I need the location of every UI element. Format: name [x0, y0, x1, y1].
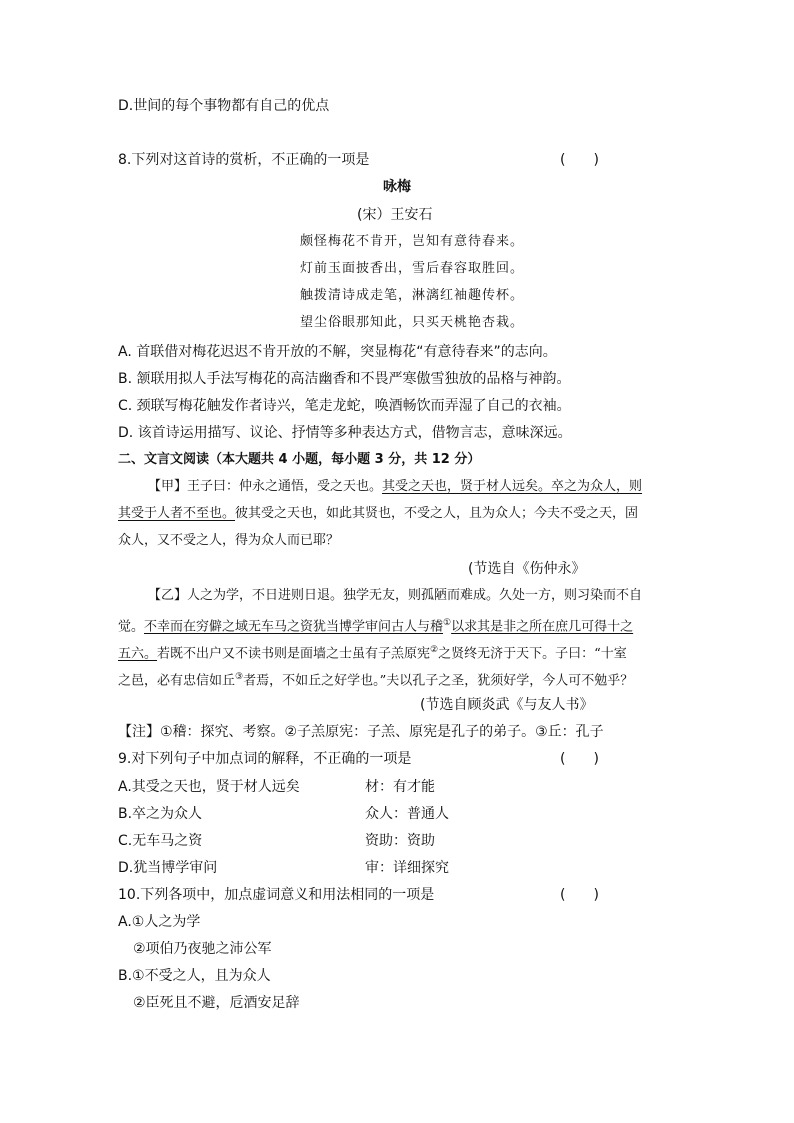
q9-option-d-gloss: 审：详细探究	[365, 860, 449, 876]
q9-option-b-gloss: 众人：普通人	[365, 806, 449, 822]
poem-line: 灯前玉面披香出，雪后春容取胜回。	[300, 261, 525, 276]
jia-line-2: 其受于人者不至也。彼其受之天也，如此其贤也，不受之人，且为众人；今夫不受之天，固	[118, 506, 639, 521]
q8-option-c: C. 颈联写梅花触发作者诗兴，笔走龙蛇，唤酒畅饮而弄湿了自己的衣袖。	[118, 398, 571, 414]
q10-stem: 10.下列各项中，加点虚词意义和用法相同的一项是	[118, 887, 435, 903]
jia-line-1: 【甲】王子曰：仲永之通悟，受之天也。其受之天也，贤于材人远矣。卒之为众人，则	[148, 479, 643, 494]
jia-label: 【甲】	[148, 479, 188, 494]
q8-answer-paren: ( )	[560, 152, 599, 168]
q9-answer-paren: ( )	[560, 751, 599, 767]
q8-option-b: B. 颔联用拟人手法写梅花的高洁幽香和不畏严寒傲雪独放的品格与神韵。	[118, 371, 571, 387]
q8-option-a: A. 首联借对梅花迟迟不肯开放的不解，突显梅花“有意待春来”的志向。	[118, 344, 557, 360]
poem-title: 咏梅	[383, 179, 411, 195]
jia-line-3: 众人，又不受之人，得为众人而已耶？	[118, 533, 340, 548]
yi-line-1: 【乙】人之为学，不日进则日退。独学无友，则孤陋而难成。久处一方，则习染而不自	[148, 588, 643, 603]
q10-option-a-1: A.①人之为学	[118, 914, 201, 930]
section2-heading: 二、文言文阅读（本大题共 4 小题，每小题 3 分，共 12 分）	[118, 452, 481, 467]
q9-option-c-gloss: 资助：资助	[365, 833, 435, 849]
yi-line-3: 五六。若既不出户又不读书则是面墙之士虽有子羔原宪②之贤终无济于天下。子曰：“十室	[118, 645, 627, 662]
q10-answer-paren: ( )	[560, 887, 599, 903]
jia-underlined: 其受于人者不至也。	[118, 506, 236, 521]
q8-stem: 8.下列对这首诗的赏析，不正确的一项是	[118, 152, 370, 168]
q9-option-a: A.其受之天也，贤于材人远矣	[118, 779, 300, 795]
yi-underlined: 五六。	[118, 646, 158, 662]
q10-option-b-2: ②臣死且不避，卮酒安足辞	[133, 995, 300, 1011]
q8-option-d: D. 该首诗运用描写、议论、抒情等多种表达方式，借物言志，意味深远。	[118, 425, 572, 441]
poem-line: 望尘俗眼那知此，只买天桃艳杏栽。	[300, 315, 525, 330]
q7-option-d: D.世间的每个事物都有自己的优点	[118, 98, 330, 114]
q10-option-b-1: B.①不受之人，且为众人	[118, 968, 271, 984]
yi-label: 【乙】	[148, 588, 188, 603]
poem-line: 颇怪梅花不肯开，岂知有意待春来。	[300, 234, 525, 249]
yi-source: (节选自顾炎武《与友人书》	[420, 697, 594, 713]
poem-author: (宋）王安石	[357, 207, 433, 223]
q9-option-c: C.无车马之资	[118, 833, 203, 849]
yi-underlined: 以求其是非之所在庶几可得十之	[451, 619, 634, 635]
q9-option-a-gloss: 材：有才能	[365, 779, 435, 795]
annotation-note: 【注】①稽：探究、考察。②子羔原宪：子羔、原宪是孔子的弟子。③丘：孔子	[118, 724, 604, 740]
jia-source: (节选自《伤仲永》	[468, 561, 586, 577]
yi-line-4: 之邑，必有忠信如丘③者焉，不如丘之好学也。”夫以孔子之圣，犹须好学，今人可不勉乎？	[118, 672, 634, 689]
yi-underlined: 不幸而在穷僻之域无车马之资犹当博学审问古人与稽	[144, 619, 444, 635]
q9-option-b: B.卒之为众人	[118, 806, 203, 822]
q10-option-a-2: ②项伯乃夜驰之沛公军	[133, 941, 272, 957]
q9-stem: 9.对下列句子中加点词的解释，不正确的一项是	[118, 751, 412, 767]
jia-underlined: 其受之天也，贤于材人远矣。卒之为众人，则	[382, 479, 643, 494]
poem-line: 触拨清诗成走笔，淋漓红袖趣传杯。	[300, 288, 525, 303]
q9-option-d: D.犹当博学审问	[118, 860, 218, 876]
yi-line-2: 觉。不幸而在穷僻之域无车马之资犹当博学审问古人与稽①以求其是非之所在庶几可得十之	[118, 618, 634, 635]
